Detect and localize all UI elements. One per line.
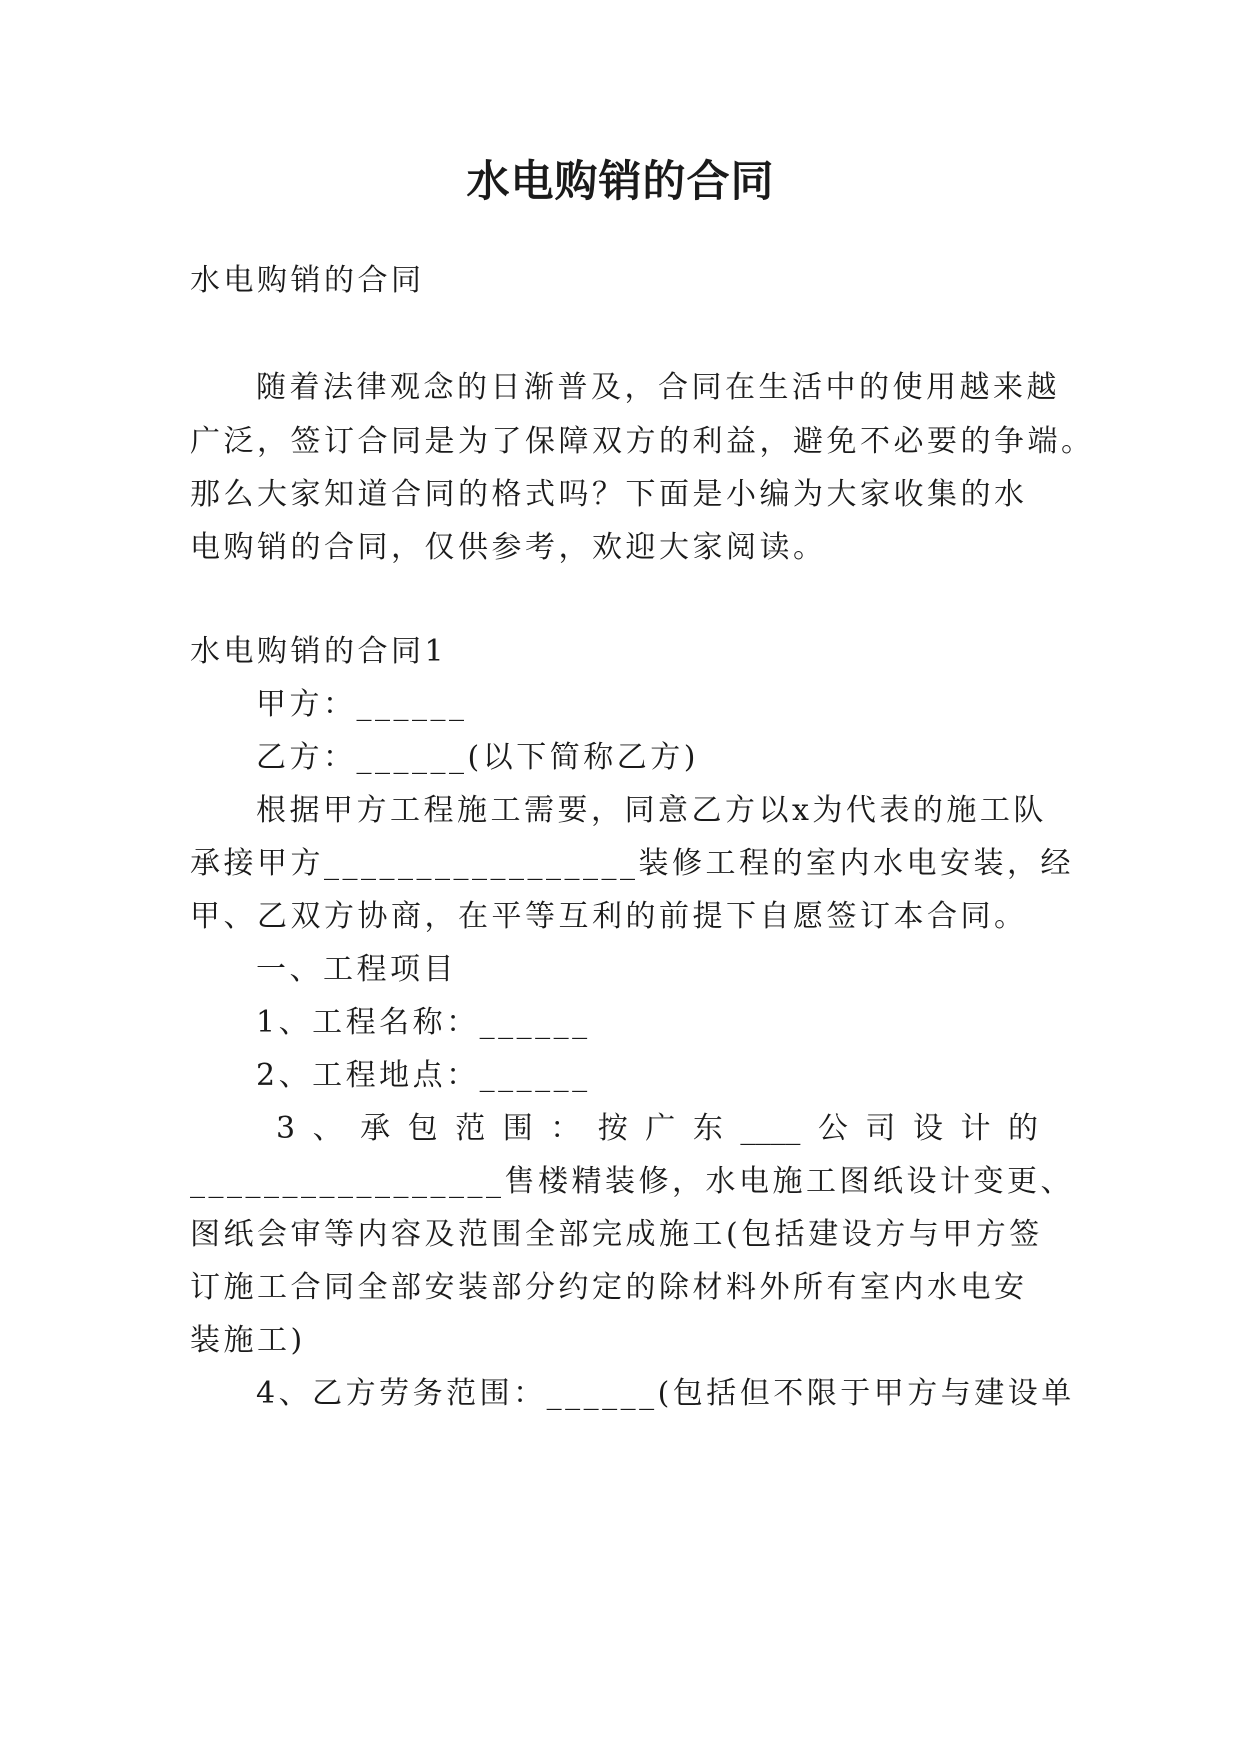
clause-line: 订施工合同全部安装部分约定的除材料外所有室内水电安 <box>190 1270 1028 1305</box>
clause-line: 装施工) <box>190 1323 306 1358</box>
clause-item: 2、工程地点：______ <box>256 1058 591 1093</box>
clause-line: 图纸会审等内容及范围全部完成施工(包括建设方与甲方签 <box>190 1217 1043 1252</box>
section-heading: 水电购销的合同1 <box>190 634 448 669</box>
clause-item: 1、工程名称：______ <box>256 1005 591 1040</box>
paragraph-line: 根据甲方工程施工需要，同意乙方以x为代表的施工队 <box>256 793 1047 828</box>
party-a-line: 甲方：______ <box>256 687 468 722</box>
paragraph-line: 甲、乙双方协商，在平等互利的前提下自愿签订本合同。 <box>190 899 1028 934</box>
subtitle-line: 水电购销的合同 <box>190 263 425 298</box>
paragraph-line: 广泛，签订合同是为了保障双方的利益，避免不必要的争端。 <box>190 424 1095 459</box>
clause-item: 3、承包范围：按广东____公司设计的 <box>276 1111 1038 1146</box>
document-title: 水电购销的合同 <box>466 157 775 207</box>
paragraph-line: 那么大家知道合同的格式吗？下面是小编为大家收集的水 <box>190 477 1028 512</box>
clause-line: _________________售楼精装修，水电施工图纸设计变更、 <box>190 1164 1074 1199</box>
clause-item: 4、乙方劳务范围：______(包括但不限于甲方与建设单 <box>256 1376 1075 1411</box>
party-b-line: 乙方：______(以下简称乙方) <box>256 740 699 775</box>
clause-heading: 一、工程项目 <box>256 952 457 987</box>
paragraph-line: 电购销的合同，仅供参考，欢迎大家阅读。 <box>190 530 827 565</box>
paragraph-line: 随着法律观念的日渐普及，合同在生活中的使用越来越 <box>256 370 1060 405</box>
paragraph-line: 承接甲方_________________装修工程的室内水电安装，经 <box>190 846 1074 881</box>
